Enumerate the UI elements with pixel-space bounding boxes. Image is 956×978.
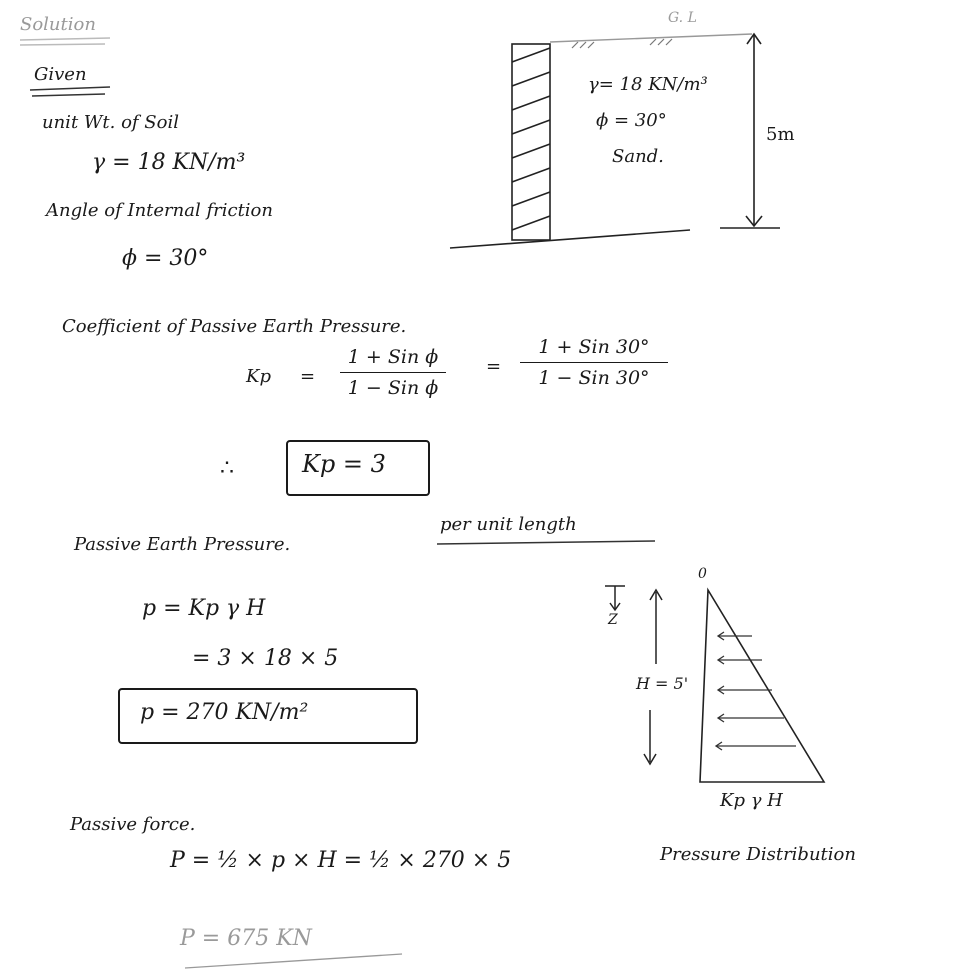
pressure-formula: p = Kp γ H <box>142 596 266 621</box>
wall-soil-type: Sand. <box>612 146 664 167</box>
phi-equation: ϕ = 30° <box>122 246 209 271</box>
unit-weight-label: unit Wt. of Soil <box>42 112 179 133</box>
kp-value-numerator: 1 + Sin 30° <box>538 336 650 358</box>
depth-z-label: Z <box>608 612 618 628</box>
force-formula: P = ½ × p × H = ½ × 270 × 5 <box>170 848 512 873</box>
kp-formula-fraction <box>340 346 446 399</box>
given-label: Given <box>34 64 87 85</box>
h-label: H = 5' <box>636 674 689 693</box>
pressure-arrows <box>716 632 796 750</box>
final-underline <box>185 954 402 968</box>
height-dimension-arrow <box>746 34 762 226</box>
fraction-bar <box>340 372 446 373</box>
kp-symbol: Kp <box>246 366 271 387</box>
pressure-result: p = 270 KN/m² <box>140 700 309 725</box>
wall-height-label: 5m <box>766 124 795 145</box>
kp-equals-1: = <box>300 366 316 387</box>
solution-heading: Solution <box>20 14 96 35</box>
gamma-equation: γ = 18 KN/m³ <box>92 150 246 175</box>
therefore-symbol: ∴ <box>220 456 234 481</box>
wall-gamma: γ= 18 KN/m³ <box>588 74 708 95</box>
internal-friction-label: Angle of Internal friction <box>46 200 273 221</box>
heading-underline <box>20 38 110 40</box>
kp-formula-denominator: 1 − Sin ϕ <box>347 377 439 399</box>
per-unit-length-label: per unit length <box>440 514 577 535</box>
per-unit-underline <box>437 541 655 544</box>
diagram-caption: Pressure Distribution <box>660 844 856 865</box>
given-underline-2 <box>32 94 105 96</box>
fraction-bar <box>520 362 668 363</box>
kp-section-label: Coefficient of Passive Earth Pressure. <box>62 316 407 337</box>
pressure-diagram-triangle <box>700 590 824 782</box>
heading-underline-2 <box>20 44 105 45</box>
ground-level-label: G. L <box>668 10 697 26</box>
pressure-label: Passive Earth Pressure. <box>74 534 291 555</box>
kp-formula-numerator: 1 + Sin ϕ <box>347 346 439 368</box>
kp-value-fraction <box>520 336 668 389</box>
wall-phi: ϕ = 30° <box>596 110 667 131</box>
base-ground-line <box>450 230 690 248</box>
base-pressure-label: Kp γ H <box>720 790 783 811</box>
depth-z-arrow <box>605 586 625 610</box>
force-result: P = 675 KN <box>180 926 312 951</box>
kp-result: Kp = 3 <box>302 450 386 478</box>
ground-level-line <box>550 34 752 42</box>
force-label: Passive force. <box>70 814 196 835</box>
pressure-substitution: = 3 × 18 × 5 <box>192 646 339 671</box>
diagram-top-label: 0 <box>698 566 707 582</box>
kp-value-denominator: 1 − Sin 30° <box>538 367 650 389</box>
given-underline <box>30 87 110 90</box>
retaining-wall <box>512 44 550 240</box>
kp-equals-2: = <box>486 356 502 377</box>
